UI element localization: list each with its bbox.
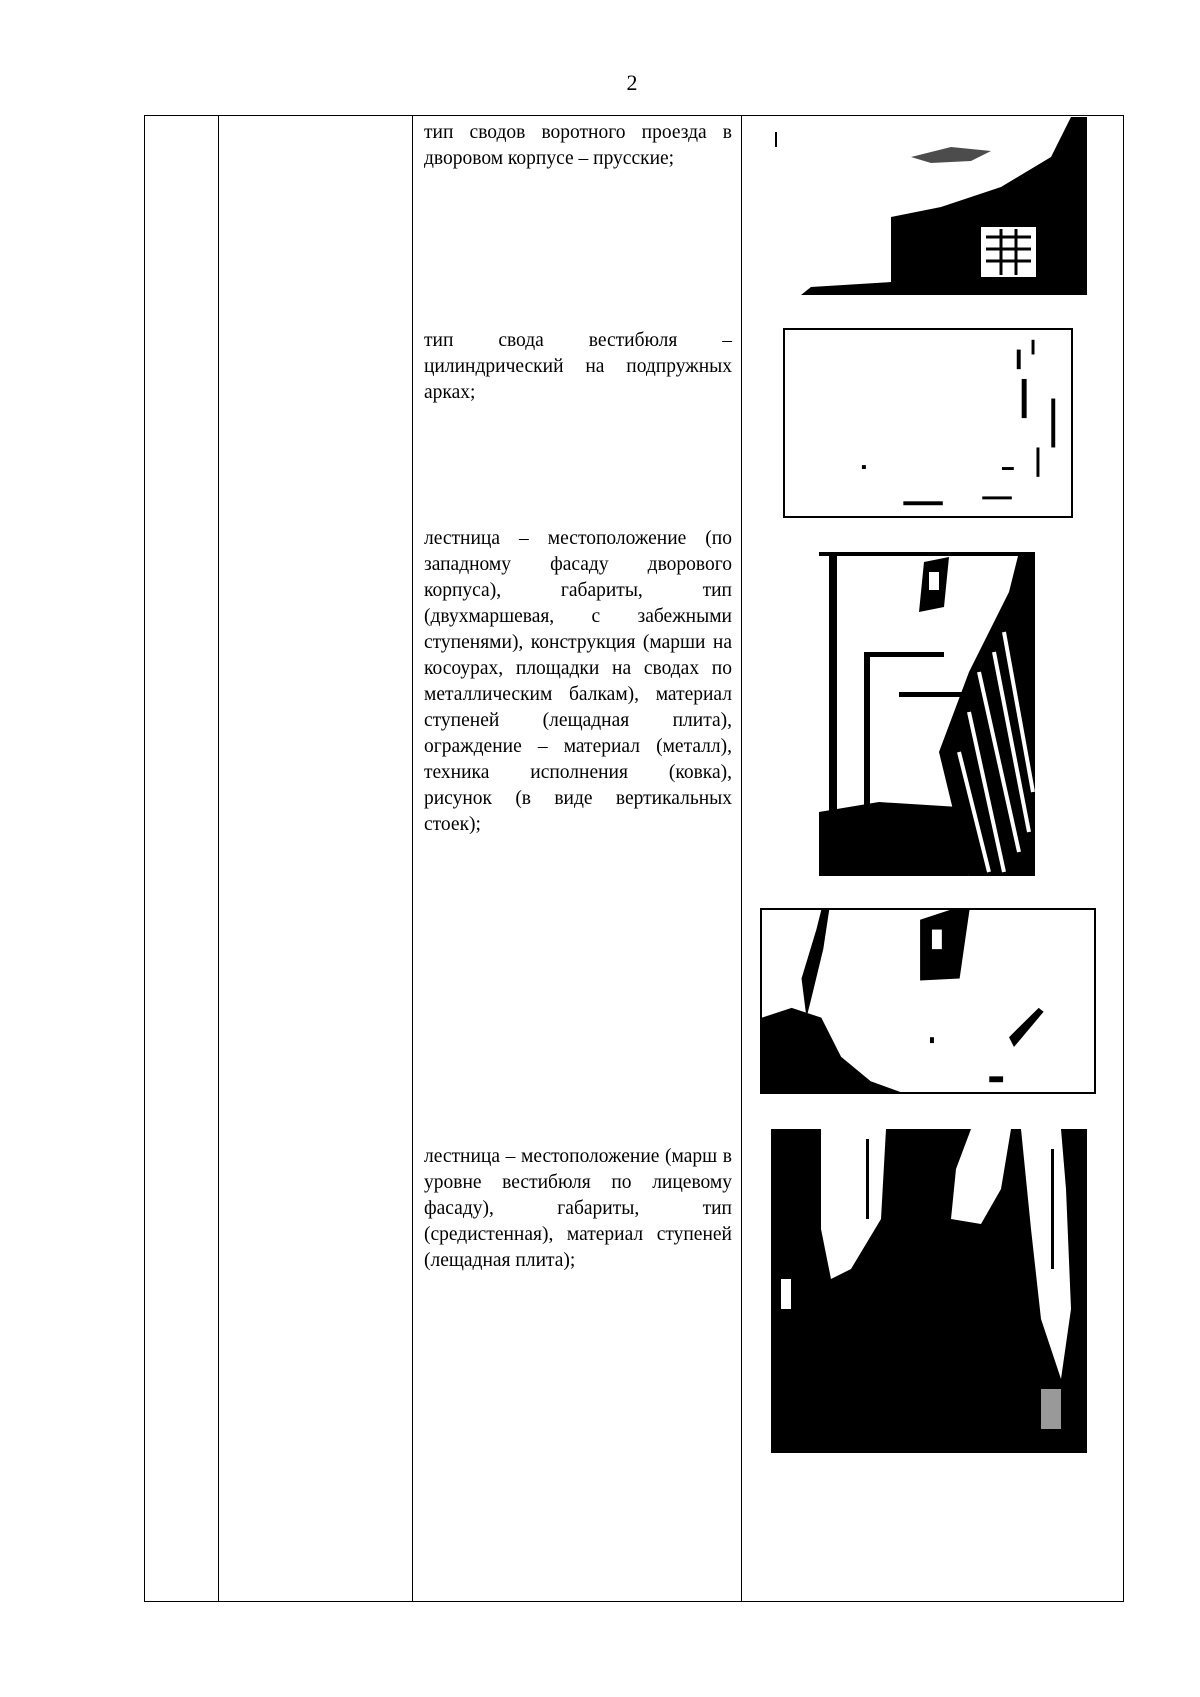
page-number: 2: [626, 70, 638, 95]
row-description-vestibule-vault: тип свода вестибюля – цилиндрический на подпружных арках;: [424, 330, 732, 403]
row-description-staircase-west: лестница – местоположение (по западному фасаду дворового корпуса), габариты, тип (двухмаршевая, с забежными ступенями), конструкция (марши на косоурах, площадки на сводах по металлическим балкам), материал ступеней (лещадная плита), ограждение – материал (металл), техника исполнения (ковка), рисунок (в виде вертикальных стоек);: [424, 528, 732, 835]
column-divider-3: [741, 115, 742, 1602]
row-description-staircase-vestibule: лестница – местоположение (марш в уровне вестибюля по лицевому фасаду), габариты, тип (средистенная), материал ступеней (лещадная плита);: [424, 1146, 732, 1271]
photo-staircase-ceiling: [760, 908, 1096, 1094]
row-description-gate-vaults: тип сводов воротного проезда в дворовом корпусе – прусские;: [424, 122, 732, 169]
photo-vestibule-vault: [783, 328, 1073, 518]
column-divider-2: [412, 115, 413, 1602]
photo-vault-gate-passage: [771, 117, 1087, 295]
column-divider-1: [218, 115, 219, 1602]
photo-staircase-railing: [819, 552, 1035, 876]
photo-staircase-vestibule: [771, 1129, 1087, 1453]
